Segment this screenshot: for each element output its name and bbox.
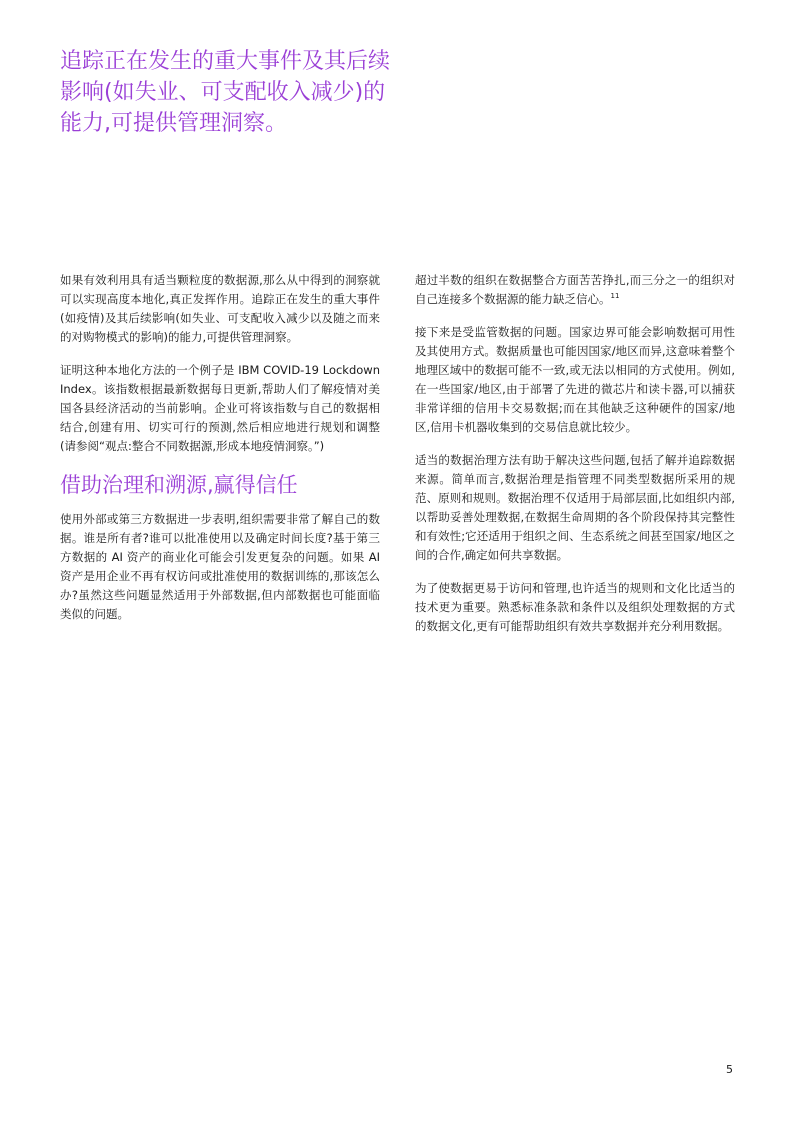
body-paragraph <box>415 271 735 309</box>
body-paragraph: 证明这种本地化方法的一个例子是 IBM COVID-19 Lockdown Index。该指数根据最新数据每日更新,帮助人们了解疫情对美国各县经济活动的当前影响。企业可将该指数与自己的数据相结合,创建有用、切实可行的预测,然后相应地进行规划和调整(请参阅“观点:整合不同数据源,形成本地疫情洞察。”) <box>60 363 380 453</box>
footnote-reference: 11 <box>610 292 620 301</box>
body-paragraph: 适当的数据治理方法有助于解决这些问题,包括了解并追踪数据来源。简单而言,数据治理是指管理不同类型数据所采用的规范、原则和规则。数据治理不仅适用于局部层面,比如组织内部,以帮助妥善处理数据,在数据生命周期的各个阶段保持其完整性和有效性;它还适用于组织之间、生态系统之间甚至国家/地区之间的合作,确定如何共享数据。 <box>415 453 735 562</box>
body-paragraph: 使用外部或第三方数据进一步表明,组织需要非常了解自己的数据。谁是所有者?谁可以批准使用以及确定时间长度?基于第三方数据的 AI 资产的商业化可能会引发更复杂的问题。如果 AI 资产是用企业不再有权访问或批准使用的数据训练的,那该怎么办?虽然这些问题显然适用于外部数据,但内部数据也可能面临类似的问题。 <box>60 512 380 621</box>
pull-quote: 追踪正在发生的重大事件及其后续影响(如失业、可支配收入减少)的能力,可提供管理洞察。 <box>60 49 391 136</box>
left-column <box>60 271 380 638</box>
body-paragraph: 如果有效利用具有适当颗粒度的数据源,那么从中得到的洞察就可以实现高度本地化,真正发挥作用。追踪正在发生的重大事件(如疫情)及其后续影响(如失业、可支配收入减少以及随之而来的对购物模式的影响)的能力,可提供管理洞察。 <box>60 273 380 344</box>
section-heading: 借助治理和溯源,赢得信任 <box>60 473 298 497</box>
body-paragraph: 为了使数据更易于访问和管理,也许适当的规则和文化比适当的技术更为重要。熟悉标准条款和条件以及组织处理数据的方式的数据文化,更有可能帮助组织有效共享数据并充分利用数据。 <box>415 581 735 633</box>
body-text: 超过半数的组织在数据整合方面苦苦挣扎,而三分之一的组织对自己连接多个数据源的能力缺乏信心。 <box>415 273 735 306</box>
right-column <box>415 271 735 650</box>
page-number: 5 <box>726 1063 733 1076</box>
body-paragraph: 接下来是受监管数据的问题。国家边界可能会影响数据可用性及其使用方式。数据质量也可能因国家/地区而异,这意味着整个地理区域中的数据可能不一致,或无法以相同的方式使用。例如,在一些国家/地区,由于部署了先进的微芯片和读卡器,可以捕获非常详细的信用卡交易数据;而在其他缺乏这种硬件的国家/地区,信用卡机器收集到的交易信息就比较少。 <box>415 325 735 434</box>
